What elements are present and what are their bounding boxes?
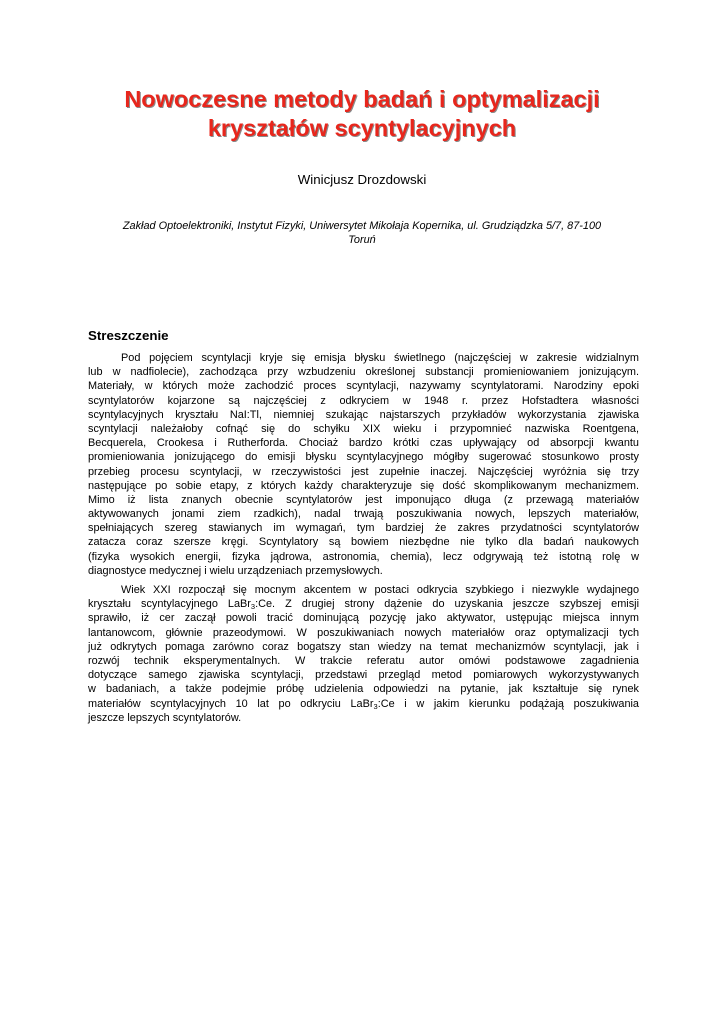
paragraph-line: kryształu scyntylacyjnego LaBr$_3$:Ce. Z drugiej strony dążenie do uzyskania jeszcze szybszej emisji xyxy=(88,598,639,612)
paragraph-line: Becquerela, Crookesa i Rutherforda. Chociaż bardzo krótki czas upływający od absorpcji kwantu xyxy=(88,437,639,450)
paragraph-line: już odkrytych pomaga zarówno coraz bogatszy stan wiedzy na temat mechanizmów scyntylacji, jak i xyxy=(88,640,639,653)
paper-title xyxy=(60,85,664,143)
paragraph-line: lub w nadfiolecie), zachodząca przy wzbudzeniu określonej substancji promieniowaniem jonizującym. xyxy=(88,366,639,379)
abstract-paragraph-2 xyxy=(88,583,639,725)
paragraph-line: Materiały, w których może zachodzić proces scyntylacji, nazywamy scyntylatorami. Narodziny epoki xyxy=(88,380,639,393)
affiliation-line-1: Zakład Optoelektroniki, Instytut Fizyki, Uniwersytet Mikołaja Kopernika, ul. Grudziądzka 5/7, 87-100 xyxy=(122,220,602,232)
paragraph-line: promieniowania jonizującego do emisji błysku scyntylacyjnego mógłby sugerować stosunkowo prosty xyxy=(88,451,639,464)
paragraph-line: aktywowanych jonami ziem rzadkich), nadal trwają poszukiwania nowych, lepszych materiałów, xyxy=(88,508,639,521)
section-heading: Streszczenie xyxy=(88,328,169,343)
paragraph-line: lantanowcom, głównie prazeodymowi. W poszukiwaniach nowych materiałów oraz optymalizacji tych xyxy=(88,626,639,639)
paragraph-line: następujące po sobie etapy, z których każdy charakteryzuje się dość skomplikowanym mechanizmem. xyxy=(88,479,639,492)
paragraph-line: materiałów scyntylacyjnych 10 lat po odkryciu LaBr$_3$:Ce i w jakim kierunku podążają poszukiwania xyxy=(88,697,639,711)
author-name: Winicjusz Drozdowski xyxy=(297,172,427,187)
title-line-1: Nowoczesne metody badań i optymalizacji xyxy=(124,86,600,112)
paragraph-line: diagnostyce medycznej i wielu urządzeniach przemysłowych. xyxy=(88,564,383,577)
affiliation xyxy=(90,219,634,247)
paragraph-line: Wiek XXI rozpoczął się mocnym akcentem w postaci odkrycia szybkiego i niezwykle wydajnego xyxy=(121,584,639,596)
paragraph-line: przebieg procesu scyntylacji, w rzeczywistości jest zupełnie inaczej. Najczęściej wyróżnia się trzy xyxy=(88,465,639,478)
paragraph-line: scyntylacji należałoby cofnąć się do schyłku XIX wieku i przypomnieć nazwiska Roentgena, xyxy=(88,422,639,435)
paragraph-line: dotyczące samego zjawiska scyntylacji, przedstawi przegląd metod pomiarowych wykorzystywanych xyxy=(88,669,639,682)
affiliation-line-2: Toruń xyxy=(348,234,376,246)
abstract-paragraph-1 xyxy=(88,351,639,578)
title-line-2: kryształów scyntylacyjnych xyxy=(207,115,517,141)
paragraph-line: scyntylatorów kojarzone są najczęściej z odkryciem w 1948 r. przez Hofstadtera własności xyxy=(88,394,639,407)
paragraph-line: Pod pojęciem scyntylacji kryje się emisja błysku świetlnego (najczęściej w zakresie widzialnym xyxy=(121,352,639,364)
paragraph-line: w badaniach, a także podejmie próbę udzielenia odpowiedzi na pytanie, jak kształtuje się rynek xyxy=(88,683,639,696)
paragraph-line: scyntylacyjnych kryształu NaI:Tl, niemniej szukając najstarszych przykładów wykorzystania zjawiska xyxy=(88,408,639,421)
paragraph-line: zatacza coraz szersze kręgi. Scyntylatory są bowiem niezbędne nie tylko dla badań naukowych xyxy=(88,536,639,549)
paragraph-line: Mimo iż lista znanych obecnie scyntylatorów jest imponująco długa (z przewagą materiałów xyxy=(88,493,639,506)
paragraph-line: jeszcze lepszych scyntylatorów. xyxy=(88,711,242,724)
paragraph-line: spełniających szereg stawianych im wymagań, tym bardziej że zakres przydatności scyntylatorów xyxy=(88,522,639,535)
paragraph-line: sprawiło, iż cer zaczął powoli tracić dominującą pozycję jako aktywator, ustępując miejsca innym xyxy=(88,612,639,625)
paragraph-line: rozwój technik eksperymentalnych. W trakcie referatu autor omówi podstawowe zagadnienia xyxy=(88,654,639,667)
paragraph-line: (fizyka wysokich energii, fizyka jądrowa, astronomia, chemia), lecz odgrywają też istotną rolę w xyxy=(88,550,639,563)
